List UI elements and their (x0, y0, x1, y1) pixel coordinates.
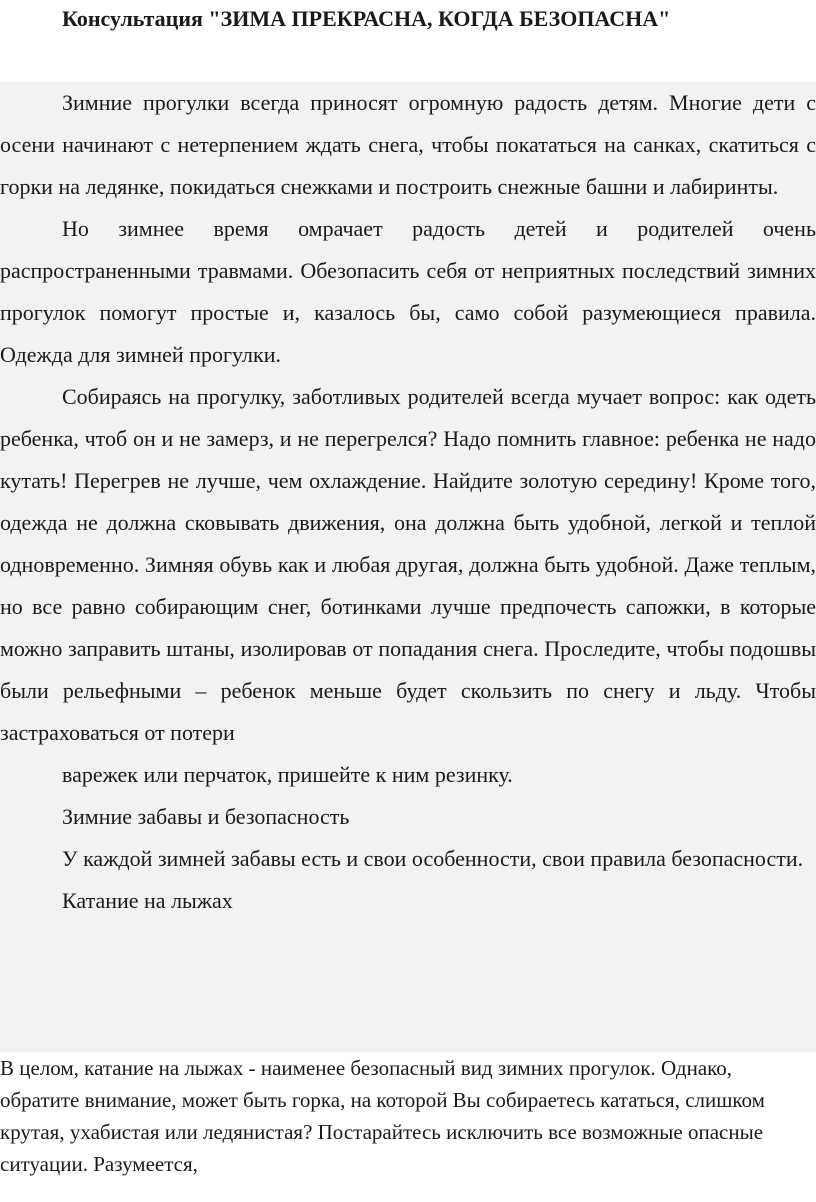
section-heading-winter-fun: Зимние забавы и безопасность (62, 804, 350, 829)
paragraph-injuries: Но зимнее время омрачает радость детей и родителей очень распространенными травмами. Обезопасить себя от неприятных последствий зимних прогулок помогут простые и, казалось бы, само собой разумеющиеся правила. Одежда для зимней прогулки. (0, 216, 816, 367)
document-body (0, 82, 816, 922)
paragraph-mittens: варежек или перчаток, пришейте к ним резинку. (62, 762, 513, 787)
document-title: Консультация "ЗИМА ПРЕКРАСНА, КОГДА БЕЗОПАСНА" (62, 6, 671, 31)
paragraph-safety-rules: У каждой зимней забавы есть и свои особенности, свои правила безопасности. (62, 846, 804, 871)
paragraph-intro: Зимние прогулки всегда приносят огромную радость детям. Многие дети с осени начинают с нетерпением ждать снега, чтобы покататься на санках, скатиться с горки на ледянке, покидаться снежками и построить снежные башни и лабиринты. (0, 90, 816, 199)
paragraph-skiing: В целом, катание на лыжах - наименее безопасный вид зимних прогулок. Однако, обратите внимание, может быть горка, на которой Вы собираетесь кататься, слишком крутая, ухабистая или ледянистая? Постарайтесь исключить все возможные опасные ситуации. Разумеется, (0, 1056, 765, 1176)
paragraph-clothing: Собираясь на прогулку, заботливых родителей всегда мучает вопрос: как одеть ребенка, чтоб он и не замерз, и не перегрелся? Надо помнить главное: ребенка не надо кутать! Перегрев не лучше, чем охлаждение. Найдите золотую середину! Кроме того, одежда не должна сковывать движения, она должна быть удобной, легкой и теплой одновременно. Зимняя обувь как и любая другая, должна быть удобной. Даже теплым, но все равно собирающим снег, ботинками лучше предпочесть сапожки, в которые можно заправить штаны, изолировав от попадания снега. Проследите, чтобы подошвы были рельефными – ребенок меньше будет скользить по снегу и льду. Чтобы застраховаться от потери (0, 384, 816, 745)
section-heading-skiing: Катание на лыжах (62, 888, 233, 913)
